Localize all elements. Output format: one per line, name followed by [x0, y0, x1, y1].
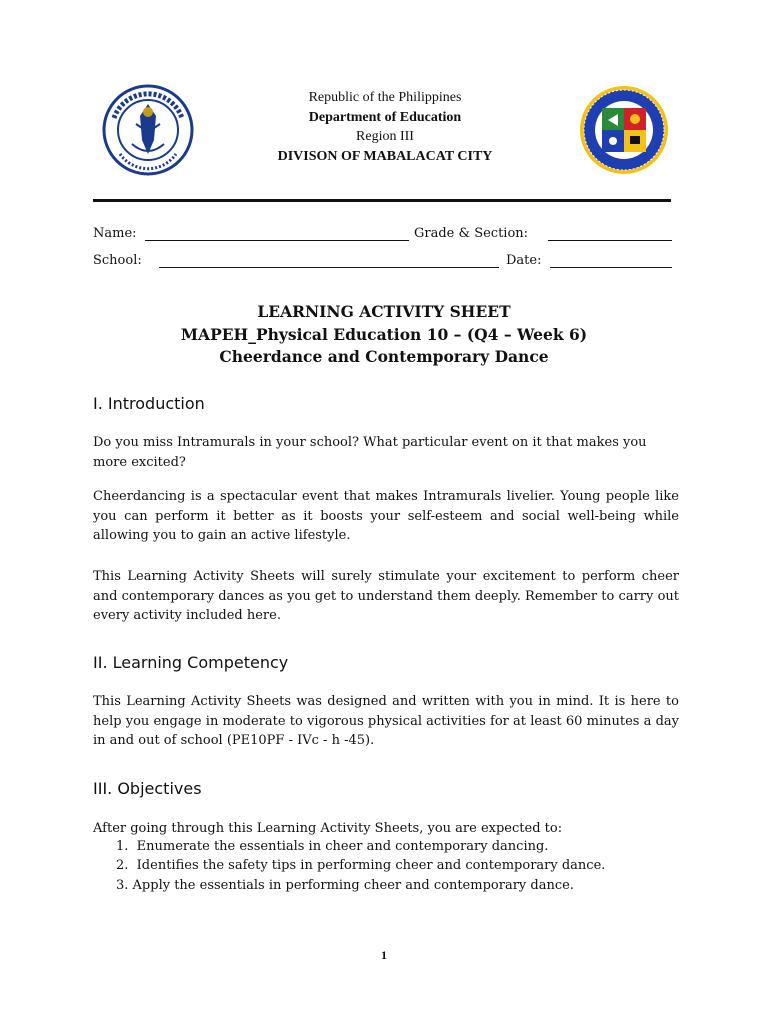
date-label: Date:: [506, 253, 542, 268]
name-field[interactable]: [145, 240, 409, 241]
introduction-paragraph-2: Cheerdancing is a spectacular event that makes Intramurals livelier. Young people like you can perform it better as it boosts your self-esteem and social well-being while allowing you to gain an active lifestyle.: [93, 489, 679, 543]
subject-title: MAPEH_Physical Education 10 – (Q4 – Week 6): [180, 325, 588, 344]
objective-text: Identifies the safety tips in performing cheer and contemporary dance.: [136, 858, 606, 873]
name-grade-row: [93, 226, 675, 244]
competency-heading: II. Learning Competency: [93, 653, 289, 672]
objective-item-2: [116, 858, 605, 873]
objective-text: Apply the essentials in performing cheer and contemporary dance.: [132, 878, 574, 893]
deped-seal-icon: [96, 84, 200, 176]
header-division: DIVISON OF MABALACAT CITY: [277, 148, 493, 164]
grade-section-field[interactable]: [548, 240, 672, 241]
objectives-intro: After going through this Learning Activity Sheets, you are expected to:: [93, 821, 563, 836]
grade-section-label: Grade & Section:: [414, 226, 529, 241]
header-department: Department of Education: [308, 109, 462, 125]
header-republic: Republic of the Philippines: [308, 90, 462, 105]
introduction-heading: I. Introduction: [93, 394, 205, 413]
school-date-row: [93, 253, 675, 271]
introduction-paragraph-3: This Learning Activity Sheets will surely stimulate your excitement to perform cheer and contemporary dances as you get to understand them deeply. Remember to carry out every activity included here.: [93, 569, 679, 623]
objective-item-1: [116, 839, 548, 854]
header-block: [190, 88, 580, 166]
objective-number: 1.: [116, 839, 129, 854]
objectives-heading: III. Objectives: [93, 779, 202, 798]
school-label: School:: [93, 253, 142, 268]
objective-text: Enumerate the essentials in cheer and contemporary dancing.: [136, 839, 549, 854]
page-number: 1: [381, 948, 387, 962]
header-divider: [93, 199, 671, 202]
sheet-title: LEARNING ACTIVITY SHEET: [257, 302, 511, 321]
competency-paragraph: This Learning Activity Sheets was designed and written with you in mind. It is here to help you engage in moderate to vigorous physical activities for at least 60 minutes a day in and out of school (PE10PF - IVc - h -45).: [93, 694, 679, 748]
topic-title: Cheerdance and Contemporary Dance: [219, 347, 549, 366]
name-label: Name:: [93, 226, 137, 241]
objective-number: 2.: [116, 858, 129, 873]
objective-number: 3.: [116, 878, 129, 893]
header-region: Region III: [356, 129, 414, 144]
division-seal-icon: [578, 84, 670, 176]
school-field[interactable]: [159, 267, 499, 268]
objective-item-3: [116, 878, 574, 893]
introduction-paragraph-1: Do you miss Intramurals in your school? What particular event on it that makes you more excited?: [93, 435, 647, 470]
date-field[interactable]: [550, 267, 672, 268]
